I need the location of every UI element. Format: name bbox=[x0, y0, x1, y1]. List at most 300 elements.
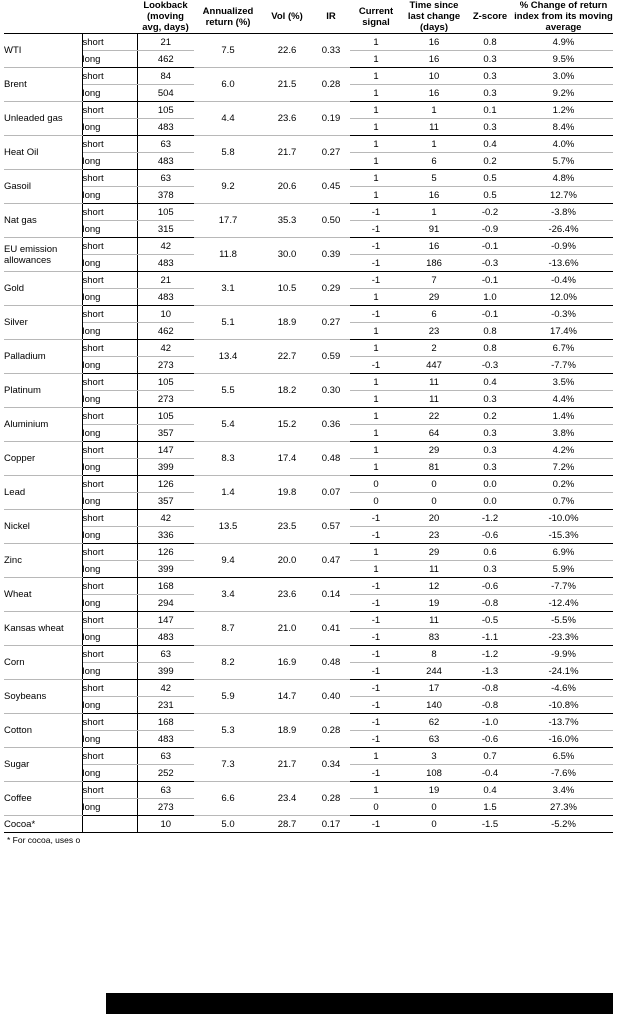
row-z-score: 0.3 bbox=[466, 391, 514, 408]
row-vol: 16.9 bbox=[262, 646, 312, 680]
row-tenor: long bbox=[82, 51, 137, 68]
row-pct-change: 4.0% bbox=[514, 136, 613, 153]
row-time-since: 19 bbox=[402, 595, 466, 612]
row-lookback: 42 bbox=[137, 340, 194, 357]
row-vol: 20.0 bbox=[262, 544, 312, 578]
row-label: Coffee bbox=[4, 782, 82, 816]
row-lookback: 105 bbox=[137, 374, 194, 391]
row-tenor: short bbox=[82, 204, 137, 221]
row-time-since: 6 bbox=[402, 306, 466, 323]
row-time-since: 0 bbox=[402, 816, 466, 833]
row-tenor: long bbox=[82, 255, 137, 272]
row-pct-change: 8.4% bbox=[514, 119, 613, 136]
row-current-signal: 1 bbox=[350, 34, 402, 51]
row-lookback: 147 bbox=[137, 612, 194, 629]
row-label: Sugar bbox=[4, 748, 82, 782]
row-lookback: 10 bbox=[137, 306, 194, 323]
row-tenor: long bbox=[82, 289, 137, 306]
row-label: Gasoil bbox=[4, 170, 82, 204]
row-tenor: short bbox=[82, 306, 137, 323]
row-z-score: -1.5 bbox=[466, 816, 514, 833]
header-vol: Vol (%) bbox=[262, 0, 312, 34]
row-vol: 17.4 bbox=[262, 442, 312, 476]
row-tenor: short bbox=[82, 136, 137, 153]
row-label: Copper bbox=[4, 442, 82, 476]
row-label: Nickel bbox=[4, 510, 82, 544]
row-pct-change: 12.7% bbox=[514, 187, 613, 204]
row-z-score: 0.3 bbox=[466, 442, 514, 459]
row-current-signal: 1 bbox=[350, 374, 402, 391]
row-z-score: -1.1 bbox=[466, 629, 514, 646]
row-pct-change: 27.3% bbox=[514, 799, 613, 816]
row-vol: 23.6 bbox=[262, 578, 312, 612]
row-current-signal: 0 bbox=[350, 799, 402, 816]
table-row bbox=[4, 136, 613, 153]
row-current-signal: 1 bbox=[350, 102, 402, 119]
row-lookback: 42 bbox=[137, 680, 194, 697]
row-tenor: short bbox=[82, 272, 137, 289]
row-current-signal: 1 bbox=[350, 459, 402, 476]
row-current-signal: -1 bbox=[350, 238, 402, 255]
row-current-signal: -1 bbox=[350, 612, 402, 629]
row-pct-change: 6.5% bbox=[514, 748, 613, 765]
row-z-score: -1.0 bbox=[466, 714, 514, 731]
row-z-score: -0.8 bbox=[466, 697, 514, 714]
row-time-since: 20 bbox=[402, 510, 466, 527]
row-tenor: long bbox=[82, 799, 137, 816]
row-label: Cocoa* bbox=[4, 816, 82, 833]
row-tenor: short bbox=[82, 68, 137, 85]
row-pct-change: 4.2% bbox=[514, 442, 613, 459]
row-pct-change: 3.5% bbox=[514, 374, 613, 391]
table-row bbox=[4, 816, 613, 833]
row-current-signal: 1 bbox=[350, 340, 402, 357]
row-vol: 30.0 bbox=[262, 238, 312, 272]
row-current-signal: -1 bbox=[350, 595, 402, 612]
row-annualized-return: 8.3 bbox=[194, 442, 262, 476]
row-label: Aluminium bbox=[4, 408, 82, 442]
row-z-score: -1.2 bbox=[466, 646, 514, 663]
row-lookback: 357 bbox=[137, 425, 194, 442]
row-time-since: 7 bbox=[402, 272, 466, 289]
row-pct-change: -0.4% bbox=[514, 272, 613, 289]
row-tenor: long bbox=[82, 459, 137, 476]
row-annualized-return: 11.8 bbox=[194, 238, 262, 272]
row-time-since: 63 bbox=[402, 731, 466, 748]
row-pct-change: 12.0% bbox=[514, 289, 613, 306]
row-pct-change: 0.2% bbox=[514, 476, 613, 493]
table-row bbox=[4, 510, 613, 527]
row-tenor: short bbox=[82, 102, 137, 119]
table-body bbox=[4, 34, 613, 833]
row-annualized-return: 5.1 bbox=[194, 306, 262, 340]
row-tenor: long bbox=[82, 595, 137, 612]
row-label: Gold bbox=[4, 272, 82, 306]
row-tenor: short bbox=[82, 748, 137, 765]
table-row bbox=[4, 782, 613, 799]
row-tenor: short bbox=[82, 170, 137, 187]
row-z-score: 0.6 bbox=[466, 544, 514, 561]
row-lookback: 462 bbox=[137, 51, 194, 68]
row-time-since: 140 bbox=[402, 697, 466, 714]
row-tenor: short bbox=[82, 408, 137, 425]
row-lookback: 483 bbox=[137, 289, 194, 306]
row-z-score: -0.8 bbox=[466, 680, 514, 697]
row-z-score: -1.3 bbox=[466, 663, 514, 680]
row-vol: 15.2 bbox=[262, 408, 312, 442]
row-tenor: long bbox=[82, 323, 137, 340]
redaction-bar bbox=[106, 993, 613, 1014]
row-current-signal: -1 bbox=[350, 255, 402, 272]
row-vol: 23.6 bbox=[262, 102, 312, 136]
row-time-since: 29 bbox=[402, 442, 466, 459]
row-vol: 21.5 bbox=[262, 68, 312, 102]
row-tenor: short bbox=[82, 442, 137, 459]
row-lookback: 63 bbox=[137, 782, 194, 799]
row-current-signal: 1 bbox=[350, 561, 402, 578]
row-pct-change: 4.8% bbox=[514, 170, 613, 187]
row-time-since: 16 bbox=[402, 238, 466, 255]
row-current-signal: 1 bbox=[350, 408, 402, 425]
row-label: Soybeans bbox=[4, 680, 82, 714]
row-time-since: 1 bbox=[402, 136, 466, 153]
row-tenor: short bbox=[82, 238, 137, 255]
row-time-since: 186 bbox=[402, 255, 466, 272]
row-z-score: 0.5 bbox=[466, 170, 514, 187]
row-ir: 0.47 bbox=[312, 544, 350, 578]
header-pct-change: % Change of return index from its moving average bbox=[514, 0, 613, 33]
row-current-signal: -1 bbox=[350, 510, 402, 527]
row-tenor: long bbox=[82, 85, 137, 102]
row-annualized-return: 5.4 bbox=[194, 408, 262, 442]
row-current-signal: -1 bbox=[350, 765, 402, 782]
table-row bbox=[4, 442, 613, 459]
row-annualized-return: 8.7 bbox=[194, 612, 262, 646]
table-row bbox=[4, 170, 613, 187]
table-row bbox=[4, 476, 613, 493]
header-ir: IR bbox=[312, 0, 350, 34]
row-ir: 0.50 bbox=[312, 204, 350, 238]
row-z-score: 0.8 bbox=[466, 34, 514, 51]
row-lookback: 294 bbox=[137, 595, 194, 612]
row-pct-change: -15.3% bbox=[514, 527, 613, 544]
table-row bbox=[4, 408, 613, 425]
row-tenor: short bbox=[82, 612, 137, 629]
row-pct-change: -4.6% bbox=[514, 680, 613, 697]
row-annualized-return: 13.5 bbox=[194, 510, 262, 544]
row-time-since: 11 bbox=[402, 391, 466, 408]
row-annualized-return: 5.9 bbox=[194, 680, 262, 714]
row-current-signal: 1 bbox=[350, 425, 402, 442]
row-current-signal: 1 bbox=[350, 323, 402, 340]
header-time-since-last-change: Time since last change (days) bbox=[402, 0, 466, 34]
row-z-score: -0.2 bbox=[466, 204, 514, 221]
row-tenor: long bbox=[82, 697, 137, 714]
row-vol: 19.8 bbox=[262, 476, 312, 510]
row-z-score: 0.5 bbox=[466, 187, 514, 204]
row-z-score: -0.1 bbox=[466, 306, 514, 323]
row-tenor: short bbox=[82, 34, 137, 51]
row-tenor: short bbox=[82, 544, 137, 561]
row-ir: 0.27 bbox=[312, 136, 350, 170]
row-tenor: long bbox=[82, 493, 137, 510]
row-time-since: 11 bbox=[402, 612, 466, 629]
row-ir: 0.36 bbox=[312, 408, 350, 442]
row-time-since: 1 bbox=[402, 204, 466, 221]
row-current-signal: -1 bbox=[350, 714, 402, 731]
row-current-signal: -1 bbox=[350, 663, 402, 680]
row-label: WTI bbox=[4, 34, 82, 68]
row-pct-change: -7.7% bbox=[514, 357, 613, 374]
row-pct-change: -12.4% bbox=[514, 595, 613, 612]
row-label: Nat gas bbox=[4, 204, 82, 238]
row-z-score: 0.7 bbox=[466, 748, 514, 765]
row-lookback: 483 bbox=[137, 255, 194, 272]
table-row bbox=[4, 68, 613, 85]
row-vol: 21.7 bbox=[262, 748, 312, 782]
row-lookback: 399 bbox=[137, 663, 194, 680]
row-annualized-return: 5.5 bbox=[194, 374, 262, 408]
header-z-score: Z-score bbox=[466, 0, 514, 34]
table-row bbox=[4, 306, 613, 323]
row-annualized-return: 5.8 bbox=[194, 136, 262, 170]
row-lookback: 126 bbox=[137, 544, 194, 561]
row-lookback: 336 bbox=[137, 527, 194, 544]
row-vol: 21.0 bbox=[262, 612, 312, 646]
row-ir: 0.40 bbox=[312, 680, 350, 714]
row-current-signal: -1 bbox=[350, 646, 402, 663]
row-vol: 18.9 bbox=[262, 306, 312, 340]
row-z-score: 1.0 bbox=[466, 289, 514, 306]
row-current-signal: -1 bbox=[350, 204, 402, 221]
row-pct-change: -3.8% bbox=[514, 204, 613, 221]
row-pct-change: -5.2% bbox=[514, 816, 613, 833]
row-ir: 0.48 bbox=[312, 646, 350, 680]
row-pct-change: 1.4% bbox=[514, 408, 613, 425]
row-tenor: long bbox=[82, 119, 137, 136]
row-current-signal: 1 bbox=[350, 170, 402, 187]
row-z-score: -1.2 bbox=[466, 510, 514, 527]
row-z-score: 0.1 bbox=[466, 102, 514, 119]
row-current-signal: 1 bbox=[350, 119, 402, 136]
row-time-since: 11 bbox=[402, 374, 466, 391]
row-time-since: 11 bbox=[402, 119, 466, 136]
row-pct-change: -23.3% bbox=[514, 629, 613, 646]
row-tenor: long bbox=[82, 391, 137, 408]
row-label: Brent bbox=[4, 68, 82, 102]
row-z-score: -0.1 bbox=[466, 272, 514, 289]
row-pct-change: -9.9% bbox=[514, 646, 613, 663]
row-pct-change: 7.2% bbox=[514, 459, 613, 476]
row-vol: 23.4 bbox=[262, 782, 312, 816]
row-tenor: short bbox=[82, 510, 137, 527]
table-row bbox=[4, 578, 613, 595]
row-pct-change: 17.4% bbox=[514, 323, 613, 340]
row-z-score: 1.5 bbox=[466, 799, 514, 816]
row-vol: 23.5 bbox=[262, 510, 312, 544]
row-annualized-return: 17.7 bbox=[194, 204, 262, 238]
row-pct-change: -0.3% bbox=[514, 306, 613, 323]
table-row bbox=[4, 102, 613, 119]
row-pct-change: 4.4% bbox=[514, 391, 613, 408]
row-z-score: 0.4 bbox=[466, 136, 514, 153]
row-lookback: 483 bbox=[137, 731, 194, 748]
row-lookback: 273 bbox=[137, 391, 194, 408]
header-lookback: Lookback (moving avg, days) bbox=[137, 0, 194, 34]
row-pct-change: 5.9% bbox=[514, 561, 613, 578]
row-annualized-return: 13.4 bbox=[194, 340, 262, 374]
row-time-since: 23 bbox=[402, 527, 466, 544]
row-time-since: 11 bbox=[402, 561, 466, 578]
row-time-since: 3 bbox=[402, 748, 466, 765]
row-current-signal: -1 bbox=[350, 629, 402, 646]
row-tenor: short bbox=[82, 340, 137, 357]
row-vol: 22.7 bbox=[262, 340, 312, 374]
row-tenor: long bbox=[82, 153, 137, 170]
row-lookback: 378 bbox=[137, 187, 194, 204]
row-pct-change: 3.8% bbox=[514, 425, 613, 442]
row-lookback: 252 bbox=[137, 765, 194, 782]
row-label: Lead bbox=[4, 476, 82, 510]
row-current-signal: 1 bbox=[350, 153, 402, 170]
row-z-score: 0.8 bbox=[466, 323, 514, 340]
row-lookback: 63 bbox=[137, 170, 194, 187]
row-z-score: 0.3 bbox=[466, 51, 514, 68]
row-z-score: -0.6 bbox=[466, 527, 514, 544]
row-pct-change: -7.6% bbox=[514, 765, 613, 782]
table-row bbox=[4, 374, 613, 391]
row-z-score: 0.4 bbox=[466, 374, 514, 391]
row-time-since: 10 bbox=[402, 68, 466, 85]
row-z-score: 0.2 bbox=[466, 408, 514, 425]
row-z-score: 0.3 bbox=[466, 68, 514, 85]
row-time-since: 17 bbox=[402, 680, 466, 697]
row-pct-change: 5.7% bbox=[514, 153, 613, 170]
row-label: Kansas wheat bbox=[4, 612, 82, 646]
row-lookback: 483 bbox=[137, 153, 194, 170]
row-label: Zinc bbox=[4, 544, 82, 578]
table-row bbox=[4, 748, 613, 765]
header-annualized-return: Annualized return (%) bbox=[194, 0, 262, 34]
table-row bbox=[4, 612, 613, 629]
row-annualized-return: 3.4 bbox=[194, 578, 262, 612]
row-lookback: 462 bbox=[137, 323, 194, 340]
row-current-signal: -1 bbox=[350, 306, 402, 323]
row-z-score: 0.3 bbox=[466, 119, 514, 136]
table-row bbox=[4, 204, 613, 221]
row-ir: 0.57 bbox=[312, 510, 350, 544]
header-current-signal: Current signal bbox=[350, 0, 402, 34]
row-vol: 21.7 bbox=[262, 136, 312, 170]
row-tenor: long bbox=[82, 765, 137, 782]
row-current-signal: -1 bbox=[350, 272, 402, 289]
row-lookback: 126 bbox=[137, 476, 194, 493]
row-tenor bbox=[82, 816, 137, 833]
row-time-since: 244 bbox=[402, 663, 466, 680]
row-vol: 22.6 bbox=[262, 34, 312, 68]
row-z-score: 0.0 bbox=[466, 476, 514, 493]
row-time-since: 1 bbox=[402, 102, 466, 119]
row-lookback: 399 bbox=[137, 561, 194, 578]
row-annualized-return: 3.1 bbox=[194, 272, 262, 306]
row-z-score: -0.8 bbox=[466, 595, 514, 612]
row-ir: 0.27 bbox=[312, 306, 350, 340]
row-pct-change: -7.7% bbox=[514, 578, 613, 595]
row-lookback: 147 bbox=[137, 442, 194, 459]
row-annualized-return: 7.3 bbox=[194, 748, 262, 782]
header-name bbox=[4, 0, 82, 34]
row-pct-change: -5.5% bbox=[514, 612, 613, 629]
row-tenor: long bbox=[82, 663, 137, 680]
row-ir: 0.07 bbox=[312, 476, 350, 510]
row-time-since: 16 bbox=[402, 34, 466, 51]
row-z-score: 0.0 bbox=[466, 493, 514, 510]
row-current-signal: -1 bbox=[350, 527, 402, 544]
row-vol: 14.7 bbox=[262, 680, 312, 714]
row-current-signal: 1 bbox=[350, 544, 402, 561]
row-lookback: 231 bbox=[137, 697, 194, 714]
row-pct-change: 3.4% bbox=[514, 782, 613, 799]
row-lookback: 63 bbox=[137, 136, 194, 153]
row-annualized-return: 9.2 bbox=[194, 170, 262, 204]
row-pct-change: 9.2% bbox=[514, 85, 613, 102]
row-z-score: 0.3 bbox=[466, 561, 514, 578]
row-lookback: 399 bbox=[137, 459, 194, 476]
row-ir: 0.59 bbox=[312, 340, 350, 374]
row-vol: 35.3 bbox=[262, 204, 312, 238]
row-lookback: 84 bbox=[137, 68, 194, 85]
footnote: * For cocoa, uses o bbox=[7, 835, 81, 845]
row-label: Unleaded gas bbox=[4, 102, 82, 136]
row-ir: 0.14 bbox=[312, 578, 350, 612]
row-annualized-return: 9.4 bbox=[194, 544, 262, 578]
row-z-score: 0.2 bbox=[466, 153, 514, 170]
row-ir: 0.48 bbox=[312, 442, 350, 476]
row-ir: 0.30 bbox=[312, 374, 350, 408]
row-pct-change: 3.0% bbox=[514, 68, 613, 85]
row-ir: 0.28 bbox=[312, 782, 350, 816]
row-vol: 18.2 bbox=[262, 374, 312, 408]
row-time-since: 8 bbox=[402, 646, 466, 663]
row-ir: 0.41 bbox=[312, 612, 350, 646]
row-tenor: short bbox=[82, 578, 137, 595]
row-time-since: 12 bbox=[402, 578, 466, 595]
row-vol: 18.9 bbox=[262, 714, 312, 748]
row-tenor: short bbox=[82, 680, 137, 697]
row-lookback: 63 bbox=[137, 646, 194, 663]
row-current-signal: 1 bbox=[350, 391, 402, 408]
row-tenor: long bbox=[82, 221, 137, 238]
row-lookback: 42 bbox=[137, 510, 194, 527]
row-ir: 0.19 bbox=[312, 102, 350, 136]
row-z-score: -0.5 bbox=[466, 612, 514, 629]
row-time-since: 29 bbox=[402, 289, 466, 306]
row-lookback: 21 bbox=[137, 272, 194, 289]
row-annualized-return: 6.0 bbox=[194, 68, 262, 102]
row-ir: 0.45 bbox=[312, 170, 350, 204]
row-tenor: long bbox=[82, 731, 137, 748]
row-z-score: 0.3 bbox=[466, 425, 514, 442]
row-pct-change: 6.9% bbox=[514, 544, 613, 561]
row-label: Silver bbox=[4, 306, 82, 340]
row-current-signal: 1 bbox=[350, 289, 402, 306]
table-row bbox=[4, 272, 613, 289]
row-ir: 0.29 bbox=[312, 272, 350, 306]
row-current-signal: 1 bbox=[350, 51, 402, 68]
row-z-score: 0.4 bbox=[466, 782, 514, 799]
row-time-since: 29 bbox=[402, 544, 466, 561]
row-lookback: 105 bbox=[137, 408, 194, 425]
